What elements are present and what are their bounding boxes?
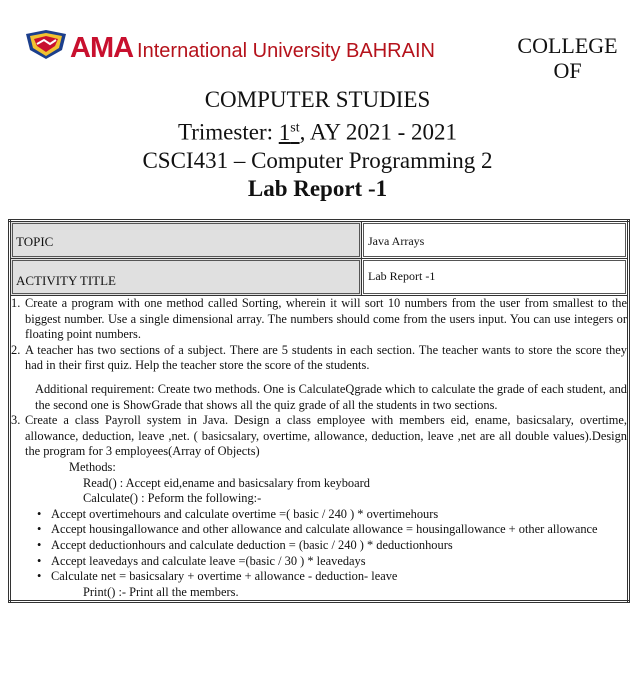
item-number: 2. bbox=[11, 342, 21, 357]
trimester-prefix: Trimester: bbox=[178, 119, 279, 145]
brand-rest: International University BAHRAIN bbox=[137, 40, 435, 62]
list-item-3 bbox=[11, 413, 627, 460]
print-method: Print() :- Print all the members. bbox=[83, 584, 239, 599]
trimester-suffix: , AY 2021 - 2021 bbox=[299, 119, 457, 145]
brand-ama: AMA bbox=[70, 32, 134, 64]
activity-row bbox=[10, 259, 629, 296]
trimester-number: 1st bbox=[278, 119, 300, 145]
college-line1: COLLEGE bbox=[517, 33, 618, 58]
content-cell bbox=[10, 296, 629, 602]
methods-label: Methods: bbox=[69, 459, 116, 474]
activity-label: ACTIVITY TITLE bbox=[16, 273, 117, 288]
topic-value: Java Arrays bbox=[368, 234, 425, 248]
computer-studies-line: COMPUTER STUDIES bbox=[204, 87, 431, 112]
topic-label: TOPIC bbox=[16, 234, 54, 249]
item-text: Create a class Payroll system in Java. Design a class employee with members eid, ename, basicsalary, overtime, allowance, deduction, leave ,net. ( basicsalary, overtime, allowance, deduction, leave ,net are all double values).Design the program for 3 employees(Array of Objects) bbox=[25, 413, 627, 459]
document-header bbox=[0, 0, 635, 200]
item-text: Create a program with one method called Sorting, wherein it will sort 10 numbers from the user from smallest to the biggest number. Use a single dimensional array. The numbers should come from the users input. You can use integers or floating point numbers. bbox=[25, 296, 627, 342]
item-number: 3. bbox=[11, 413, 21, 428]
college-line2: OF bbox=[553, 58, 582, 83]
read-method: Read() : Accept eid,ename and basicsalary from keyboard bbox=[83, 475, 370, 490]
topic-label-cell bbox=[10, 221, 362, 259]
title-block bbox=[0, 86, 635, 203]
bullet-item: • Accept housingallowance and other allowance and calculate allowance = housingallowance + other allowance bbox=[37, 522, 598, 537]
ama-shield-logo-icon bbox=[24, 30, 68, 60]
activity-label-cell bbox=[10, 259, 362, 296]
report-title: Lab Report -1 bbox=[247, 175, 388, 201]
activity-value-cell bbox=[362, 259, 629, 296]
content-row bbox=[10, 296, 629, 602]
list-item-2 bbox=[11, 343, 627, 374]
activity-value: Lab Report -1 bbox=[368, 269, 436, 283]
bullet-item: • Accept deductionhours and calculate deduction = (basic / 240 ) * deductionhours bbox=[37, 537, 453, 552]
list-item-1 bbox=[11, 296, 627, 343]
calculate-method: Calculate() : Peform the following:- bbox=[83, 491, 262, 506]
course-line: CSCI431 – Computer Programming 2 bbox=[142, 147, 493, 173]
topic-value-cell bbox=[362, 221, 629, 259]
bullet-item: • Accept leavedays and calculate leave =(basic / 30 ) * leavedays bbox=[37, 553, 366, 568]
college-label bbox=[510, 33, 625, 83]
bullet-item: • Accept overtimehours and calculate overtime =( basic / 240 ) * overtimehours bbox=[37, 506, 439, 521]
item-text: A teacher has two sections of a subject. There are 5 students in each section. The teacher wants to store the score they had in their first quiz. Help the teacher store the score of the students. bbox=[25, 342, 627, 373]
lab-report-table bbox=[8, 219, 630, 603]
trimester-line bbox=[0, 114, 635, 147]
item-number: 1. bbox=[11, 296, 21, 310]
topic-row bbox=[10, 221, 629, 259]
university-name bbox=[70, 32, 435, 66]
bullet-item: • Calculate net = basicsalary + overtime + allowance - deduction- leave bbox=[37, 569, 398, 584]
additional-requirement: Additional requirement: Create two methods. One is CalculateQgrade which to calculate the grade of each student, and the second one is ShowGrade that shows all the quiz grade of all the students in two sections. bbox=[35, 381, 627, 412]
